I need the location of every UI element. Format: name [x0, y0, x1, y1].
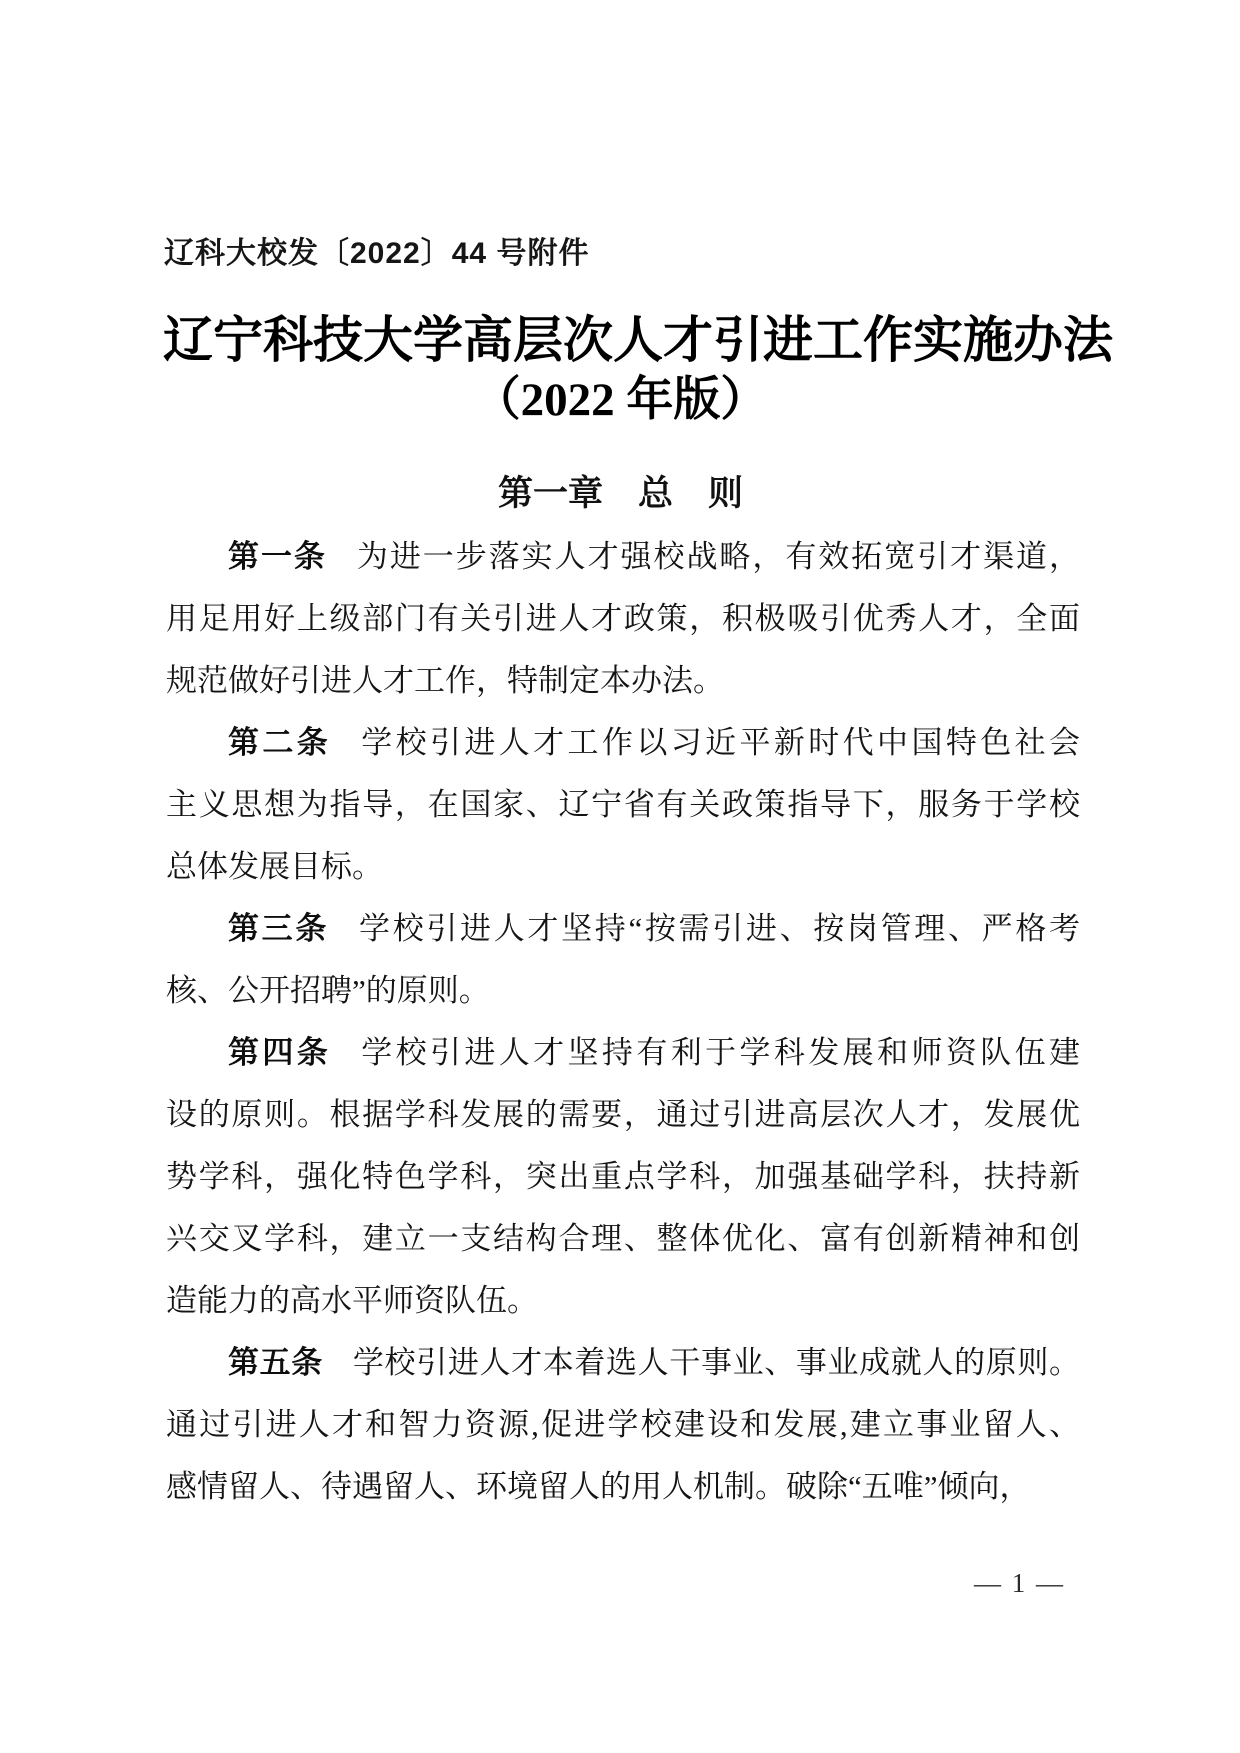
page-number: — 1 —: [974, 1568, 1065, 1598]
article-5-line-3: 感情留人、待遇留人、环境留人的用人机制。破除“五唯”倾向，: [166, 1469, 1031, 1504]
article-2-line-2: 主义思想为指导，在国家、辽宁省有关政策指导下，服务于学校: [166, 787, 1080, 822]
article-1-label: 第一条: [228, 539, 327, 574]
article-4-line-3: 势学科，强化特色学科，突出重点学科，加强基础学科，扶持新: [166, 1159, 1080, 1194]
article-3-text: 学校引进人才坚持“按需引进、按岗管理、严格考: [359, 911, 1080, 946]
article-1-text: 为进一步落实人才强校战略，有效拓宽引才渠道，: [356, 539, 1080, 574]
article-2-label: 第二条: [228, 725, 332, 760]
article-4-line-4: 兴交叉学科，建立一支结构合理、整体优化、富有创新精神和创: [166, 1221, 1080, 1256]
doc-reference-number: 辽科大校发〔2022〕44 号附件: [164, 237, 590, 270]
doc-subtitle: （2022 年版）: [473, 374, 768, 426]
article-5-line-1: [166, 1332, 1080, 1394]
article-2-line-3: 总体发展目标。: [166, 849, 383, 884]
article-4-line-2: 设的原则。根据学科发展的需要，通过引进高层次人才，发展优: [166, 1097, 1080, 1132]
article-4-label: 第四条: [228, 1035, 332, 1070]
article-5-line-2: 通过引进人才和智力资源,促进学校建设和发展,建立事业留人、: [166, 1407, 1080, 1442]
article-2-line-1: [166, 712, 1080, 774]
article-5-text: 学校引进人才本着选人干事业、事业成就人的原则。: [352, 1345, 1080, 1380]
article-1-line-3: 规范做好引进人才工作，特制定本办法。: [166, 663, 724, 698]
article-3-label: 第三条: [228, 911, 330, 946]
article-4-line-5: 造能力的高水平师资队伍。: [166, 1283, 538, 1318]
article-4-line-1: [166, 1022, 1080, 1084]
doc-title: 辽宁科技大学高层次人才引进工作实施办法: [163, 312, 1113, 368]
article-1-line-2: 用足用好上级部门有关引进人才政策，积极吸引优秀人才，全面: [166, 601, 1080, 636]
article-5-label: 第五条: [228, 1345, 323, 1380]
article-3-line-2: 核、公开招聘”的原则。: [166, 973, 490, 1008]
article-1-line-1: [166, 526, 1080, 588]
article-text-block: [166, 526, 1080, 1518]
article-3-line-1: [166, 898, 1080, 960]
article-2-text: 学校引进人才工作以习近平新时代中国特色社会: [361, 725, 1081, 760]
article-4-text: 学校引进人才坚持有利于学科发展和师资队伍建: [361, 1035, 1081, 1070]
chapter-heading: 第一章 总 则: [497, 474, 743, 513]
